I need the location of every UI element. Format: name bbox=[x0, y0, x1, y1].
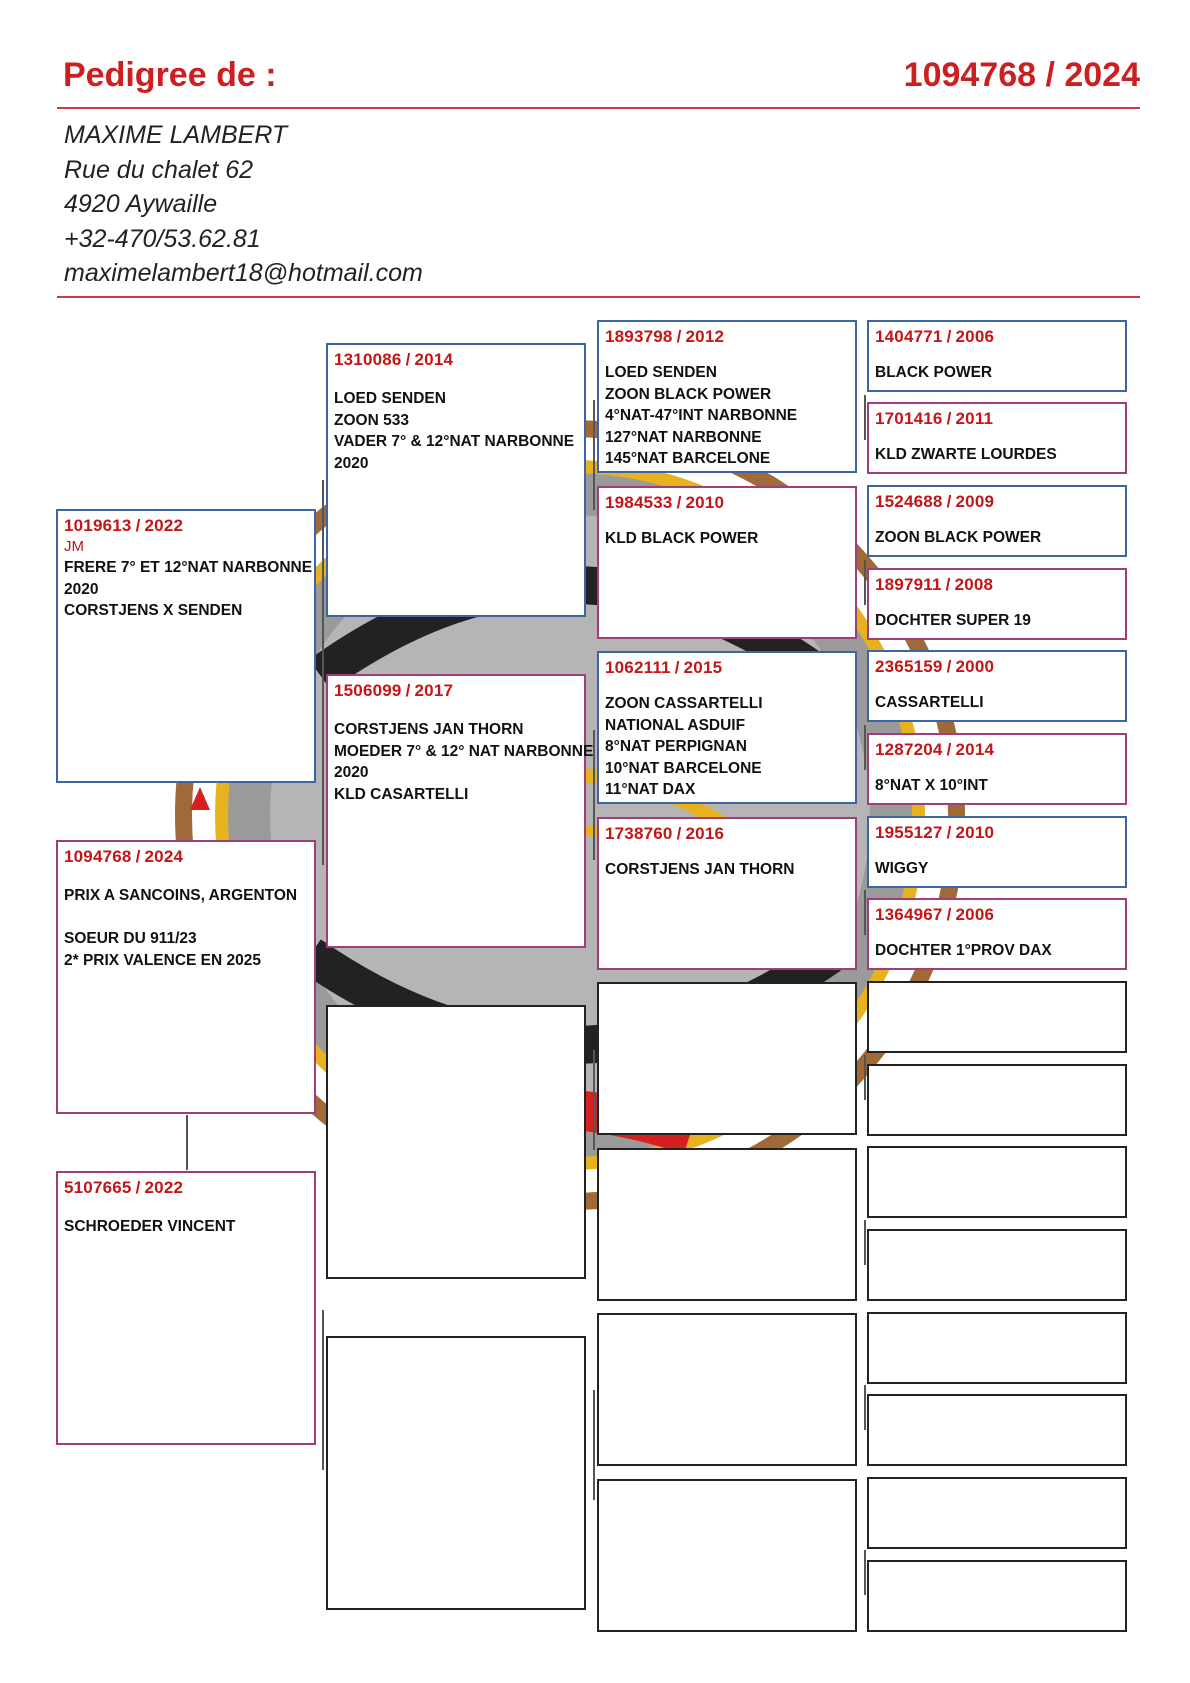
pigeon-card-empty bbox=[597, 1479, 857, 1632]
connector-line bbox=[864, 560, 866, 605]
pigeon-tag: JM bbox=[64, 538, 84, 555]
pigeon-notes: CASSARTELLI bbox=[875, 694, 984, 711]
header-divider bbox=[57, 107, 1140, 109]
pigeon-card-sdds bbox=[867, 816, 1127, 888]
pigeon-notes: PRIX A SANCOINS, ARGENTON SOEUR DU 911/23 2* PRIX VALENCE EN 2025 bbox=[64, 887, 298, 969]
ring-number: 1506099 / 2017 bbox=[334, 681, 454, 700]
owner-city: 4920 Aywaille bbox=[64, 190, 218, 218]
ring-number: 2365159 / 2000 bbox=[875, 657, 995, 676]
pigeon-card-sds bbox=[597, 651, 857, 804]
ring-number: 1404771 / 2006 bbox=[875, 327, 995, 346]
pigeon-notes: 8°NAT X 10°INT bbox=[875, 777, 988, 794]
pigeon-notes: KLD BLACK POWER bbox=[605, 530, 759, 547]
pigeon-card-empty bbox=[867, 1560, 1127, 1632]
pigeon-notes: LOED SENDEN ZOON 533 VADER 7° & 12°NAT NARBONNE 2020 bbox=[334, 390, 575, 472]
connector-line bbox=[593, 1390, 595, 1500]
pigeon-card-sire-dam bbox=[326, 674, 594, 948]
connector-line bbox=[322, 1310, 324, 1470]
owner-name: MAXIME LAMBERT bbox=[64, 121, 288, 149]
ring-number: 1287204 / 2014 bbox=[875, 740, 995, 759]
pigeon-card-sdss bbox=[867, 650, 1127, 722]
pigeon-notes: DOCHTER 1°PROV DAX bbox=[875, 942, 1052, 959]
pigeon-card-empty bbox=[597, 1313, 857, 1466]
pigeon-notes: CORSTJENS JAN THORN MOEDER 7° & 12° NAT NARBONNE 2020 KLD CASARTELLI bbox=[334, 721, 594, 803]
connector-line bbox=[864, 1385, 866, 1430]
ring-number: 1062111 / 2015 bbox=[605, 658, 723, 677]
pigeon-card-subject bbox=[56, 840, 316, 1114]
pigeon-card-empty bbox=[597, 1148, 857, 1301]
pigeon-card-sssd bbox=[867, 402, 1127, 474]
pigeon-card-ssds bbox=[867, 485, 1127, 557]
pigeon-notes: DOCHTER SUPER 19 bbox=[875, 612, 1031, 629]
connector-line bbox=[322, 480, 324, 865]
page-title: Pedigree de : bbox=[63, 56, 277, 94]
pigeon-card-ssd bbox=[597, 486, 857, 639]
pigeon-notes: FRERE 7° ET 12°NAT NARBONNE 2020 CORSTJENS X SENDEN bbox=[64, 559, 313, 619]
subject-ring-heading: 1094768 / 2024 bbox=[903, 56, 1140, 94]
ring-number: 1738760 / 2016 bbox=[605, 824, 725, 843]
pigeon-card-empty bbox=[597, 982, 857, 1135]
pigeon-card-empty bbox=[867, 1394, 1127, 1466]
owner-block bbox=[64, 118, 423, 291]
pigeon-notes: ZOON CASSARTELLI NATIONAL ASDUIF 8°NAT PERPIGNAN 10°NAT BARCELONE 11°NAT DAX bbox=[605, 695, 763, 798]
pigeon-notes: KLD ZWARTE LOURDES bbox=[875, 446, 1057, 463]
connector-line bbox=[593, 1050, 595, 1150]
pigeon-notes: CORSTJENS JAN THORN bbox=[605, 861, 795, 878]
pigeon-card-empty bbox=[326, 1336, 586, 1610]
connector-line bbox=[864, 1550, 866, 1595]
pigeon-card-empty bbox=[867, 1312, 1127, 1384]
pigeon-card-subject-sire bbox=[56, 509, 316, 783]
ring-number: 1094768 / 2024 bbox=[64, 847, 184, 866]
pigeon-card-empty bbox=[867, 1064, 1127, 1136]
pigeon-card-sdd bbox=[597, 817, 857, 970]
pigeon-card-sss bbox=[597, 320, 857, 473]
owner-street: Rue du chalet 62 bbox=[64, 155, 254, 184]
pigeon-card-sire-sire bbox=[326, 343, 586, 617]
pigeon-card-ssdd bbox=[867, 568, 1127, 640]
ring-number: 1701416 / 2011 bbox=[875, 409, 994, 428]
pigeon-card-sddd bbox=[867, 898, 1127, 970]
connector-line bbox=[864, 1220, 866, 1265]
pigeon-notes: SCHROEDER VINCENT bbox=[64, 1218, 236, 1235]
pigeon-card-subject-dam bbox=[56, 1171, 316, 1445]
connector-line bbox=[864, 1055, 866, 1100]
ring-number: 1364967 / 2006 bbox=[875, 905, 995, 924]
connector-line bbox=[864, 890, 866, 935]
pigeon-card-sdsd bbox=[867, 733, 1127, 805]
pigeon-card-empty bbox=[867, 1146, 1127, 1218]
pigeon-card-empty bbox=[867, 1229, 1127, 1301]
pigeon-card-empty bbox=[326, 1005, 586, 1279]
pigeon-card-empty bbox=[867, 981, 1127, 1053]
ring-number: 1984533 / 2010 bbox=[605, 493, 725, 512]
ring-number: 1955127 / 2010 bbox=[875, 823, 995, 842]
ring-number: 1310086 / 2014 bbox=[334, 350, 454, 369]
owner-phone: +32-470/53.62.81 bbox=[64, 224, 261, 253]
ring-number: 1524688 / 2009 bbox=[875, 492, 995, 511]
pigeon-card-ssss bbox=[867, 320, 1127, 392]
pigeon-notes: BLACK POWER bbox=[875, 364, 993, 381]
ring-number: 1897911 / 2008 bbox=[875, 575, 994, 594]
ring-number: 5107665 / 2022 bbox=[64, 1178, 184, 1197]
connector-line bbox=[186, 1115, 188, 1170]
connector-line bbox=[593, 730, 595, 860]
pigeon-card-empty bbox=[867, 1477, 1127, 1549]
ring-number: 1019613 / 2022 bbox=[64, 516, 184, 535]
connector-line bbox=[864, 395, 866, 440]
pigeon-notes: WIGGY bbox=[875, 860, 929, 877]
connector-line bbox=[864, 725, 866, 770]
owner-email: maximelambert18@hotmail.com bbox=[64, 259, 423, 287]
connector-line bbox=[593, 400, 595, 510]
pigeon-notes: ZOON BLACK POWER bbox=[875, 529, 1042, 546]
pigeon-notes: LOED SENDEN ZOON BLACK POWER 4°NAT-47°INT NARBONNE 127°NAT NARBONNE 145°NAT BARCELONE bbox=[605, 364, 798, 467]
ring-number: 1893798 / 2012 bbox=[605, 327, 725, 346]
owner-divider bbox=[57, 296, 1140, 298]
